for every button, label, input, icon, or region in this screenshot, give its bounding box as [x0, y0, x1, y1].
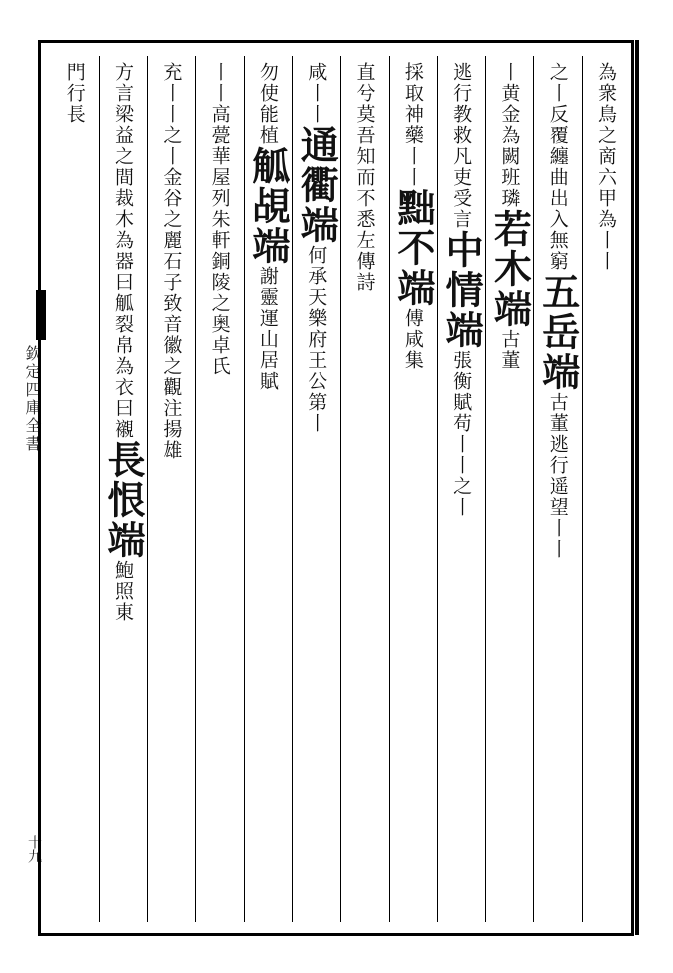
commentary-text: 咸丨丨 — [305, 62, 328, 125]
commentary-text: 之丨反覆纏曲出入無窮 — [546, 62, 569, 272]
text-column — [50, 56, 98, 922]
commentary-text: 鮑照東 — [112, 560, 135, 623]
text-columns — [50, 56, 630, 922]
text-column — [485, 56, 533, 922]
headword: 若木端 — [487, 209, 533, 329]
commentary-text: 丨黄金為闕班璘 — [498, 62, 521, 209]
commentary-text: 何承天樂府王公第丨 — [305, 245, 328, 434]
text-column — [147, 56, 195, 922]
commentary-text: 左傳詩 — [353, 230, 376, 293]
commentary-text: 古董逃行遥望丨丨 — [546, 392, 569, 560]
spine-title: 欽定四庫全書 — [23, 345, 42, 453]
text-column — [99, 56, 147, 922]
commentary-text: 為衆鳥之啇六甲為丨丨 — [595, 62, 617, 272]
commentary-text: 丨丨高甍華屋列朱軒 — [208, 62, 231, 251]
commentary-text: 謝靈運山居賦 — [256, 266, 279, 392]
commentary-text: 直兮莫吾知而不悉 — [353, 62, 376, 230]
commentary-text: 銅陵之奥卓氏 — [208, 251, 231, 377]
commentary-text: 雄 — [160, 440, 183, 461]
text-column — [244, 56, 292, 922]
commentary-text: 古董 — [498, 329, 521, 371]
headword: 通衢端 — [294, 125, 340, 245]
text-column — [389, 56, 437, 922]
headword: 長恨端 — [101, 440, 147, 560]
commentary-text: 充丨丨之丨金谷之麗石子致音徽之觀注揚 — [160, 62, 183, 440]
commentary-text: 勿使能植 — [256, 62, 279, 146]
headword: 五岳端 — [535, 272, 581, 392]
headword: 中情端 — [439, 230, 485, 350]
commentary-text: 逃行教救凡吏受言 — [450, 62, 473, 230]
text-column — [195, 56, 243, 922]
text-column — [292, 56, 340, 922]
commentary-text: 傅咸集 — [401, 308, 424, 371]
commentary-text: 方言梁益之間裁木為器曰觚裂帛為衣曰襯 — [112, 62, 135, 440]
commentary-text: 門行長 — [63, 62, 86, 125]
text-column — [340, 56, 388, 922]
text-column — [533, 56, 581, 922]
frame-right-rule — [635, 40, 639, 935]
headword: 觚覘端 — [245, 146, 291, 266]
text-column — [582, 56, 630, 922]
commentary-text: 採取神藥丨丨 — [401, 62, 424, 188]
commentary-text: 張衡賦苟丨丨之丨 — [450, 350, 473, 518]
text-column — [437, 56, 485, 922]
headword: 黜不端 — [390, 188, 436, 308]
page-number: 十九 — [26, 835, 42, 863]
